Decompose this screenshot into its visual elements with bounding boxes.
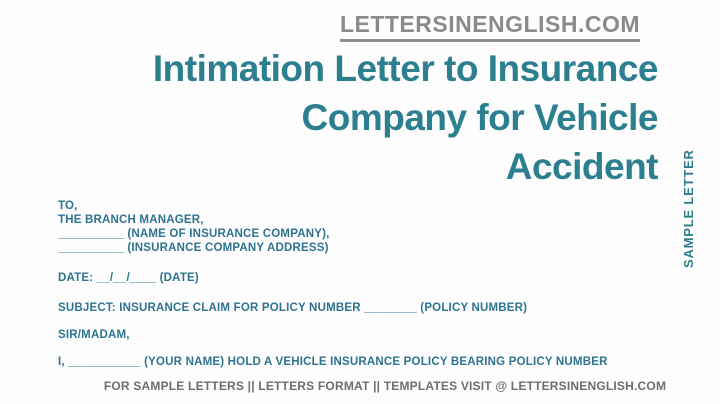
letter-body: [58, 199, 608, 369]
page-title: [153, 44, 658, 191]
recipient-line: THE BRANCH MANAGER,: [58, 214, 204, 226]
company-address-line: __________ (INSURANCE COMPANY ADDRESS): [58, 242, 329, 254]
subject-line: SUBJECT: INSURANCE CLAIM FOR POLICY NUMBER ________ (POLICY NUMBER): [58, 302, 528, 314]
body-line: I, ___________ (YOUR NAME) HOLD A VEHICLE INSURANCE POLICY BEARING POLICY NUMBER: [58, 356, 608, 368]
site-title: LETTERSINENGLISH.COM: [340, 11, 640, 42]
salutation-line: SIR/MADAM,: [58, 329, 130, 341]
footer-text: FOR SAMPLE LETTERS || LETTERS FORMAT || TEMPLATES VISIT @ LETTERSINENGLISH.COM: [103, 379, 667, 393]
company-name-line: __________ (NAME OF INSURANCE COMPANY),: [58, 228, 330, 240]
to-line: TO,: [58, 200, 78, 212]
address-block: [58, 199, 608, 255]
page-title-line-1: Intimation Letter to Insurance: [152, 48, 658, 89]
date-line: DATE: __/__/____ (DATE): [58, 272, 199, 284]
page-title-line-2: Company for Vehicle: [301, 97, 658, 138]
sample-letter-watermark: SAMPLE LETTER: [681, 149, 696, 268]
page-title-line-3: Accident: [505, 146, 658, 187]
